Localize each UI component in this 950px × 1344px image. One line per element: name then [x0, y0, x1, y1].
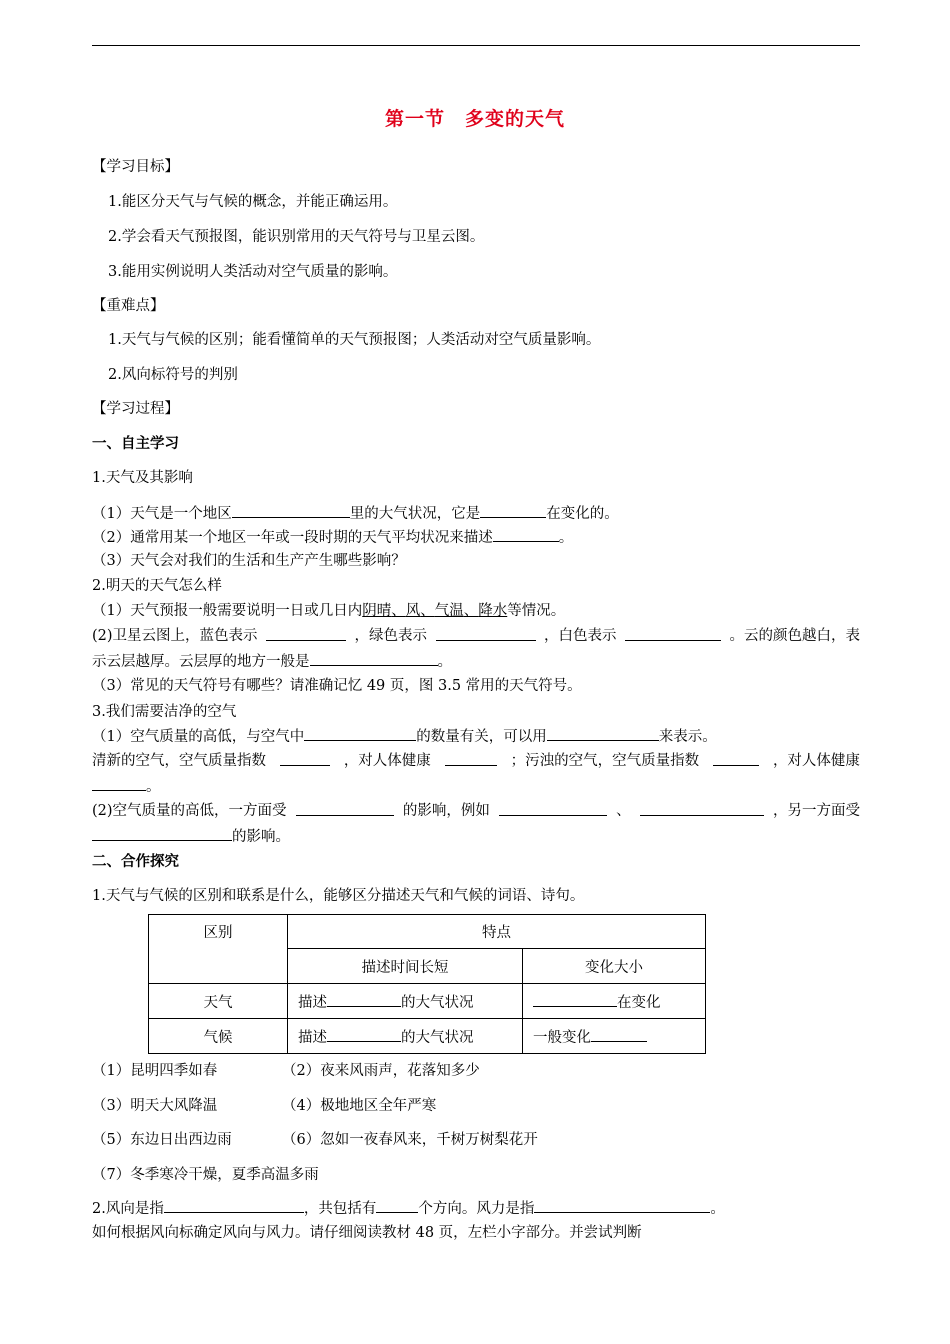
- blank[interactable]: [376, 1198, 418, 1213]
- objective-1: 1.能区分天气与气候的概念，并能正确运用。: [108, 194, 398, 210]
- blank[interactable]: [280, 751, 330, 766]
- blank[interactable]: [533, 992, 617, 1007]
- table-cell: 一般变化: [523, 1019, 706, 1054]
- blank[interactable]: [493, 527, 559, 542]
- blank[interactable]: [713, 751, 759, 766]
- blank[interactable]: [164, 1198, 304, 1213]
- blank[interactable]: [310, 651, 438, 666]
- blank[interactable]: [327, 1027, 401, 1042]
- table-header-change: 变化大小: [523, 949, 706, 984]
- blank[interactable]: [499, 801, 607, 816]
- s2-q2-b: 如何根据风向标确定风向与风力。请仔细阅读教材 48 页，左栏小字部分。并尝试判断: [92, 1225, 642, 1241]
- section1-heading: 一、自主学习: [92, 436, 179, 452]
- s1-q3-b: 清新的空气，空气质量指数 ，对人体健康 ；污浊的空气，空气质量指数 ，对人体健康: [92, 753, 860, 769]
- s1-q3-b-cont: 。: [92, 776, 161, 797]
- option-7: （7）冬季寒冷干燥，夏季高温多雨: [92, 1167, 319, 1183]
- s1-q3-a: （1）空气质量的高低，与空气中 的数量有关，可以用 来表示。: [92, 726, 717, 747]
- s1-q3-c-cont: 的影响。: [92, 826, 290, 847]
- blank[interactable]: [640, 801, 764, 816]
- table-row-weather-label: 天气: [149, 984, 288, 1019]
- s1-q1-b: （2）通常用某一个地区一年或一段时期的天气平均状况来描述 。: [92, 527, 573, 548]
- s1-q2-b: (2)卫星云图上，蓝色表示 ，绿色表示 ，白色表示 。云的颜色越白，表: [92, 628, 860, 644]
- s1-q1-title: 1.天气及其影响: [92, 470, 193, 486]
- option-1: （1）昆明四季如春: [92, 1063, 218, 1079]
- blank[interactable]: [304, 726, 416, 741]
- s1-q2-a: （1）天气预报一般需要说明一日或几日内阴晴、风、气温、降水等情况。: [92, 603, 566, 619]
- s1-q2-title: 2.明天的天气怎么样: [92, 578, 222, 594]
- blank[interactable]: [436, 626, 536, 641]
- comparison-table: [148, 914, 706, 1054]
- table-header-distinction: 区别: [149, 915, 288, 984]
- keypoints-heading: 【重难点】: [92, 298, 165, 314]
- option-2: （2）夜来风雨声，花落知多少: [282, 1063, 480, 1079]
- s1-q3-title: 3.我们需要洁净的空气: [92, 704, 237, 720]
- blank[interactable]: [591, 1027, 647, 1042]
- keypoint-2: 2.风向标符号的判别: [108, 367, 238, 383]
- blank[interactable]: [92, 826, 232, 841]
- blank[interactable]: [534, 1198, 710, 1213]
- s2-q2: 2.风向是指 ，共包括有 个方向。风力是指 。: [92, 1198, 725, 1219]
- objective-3: 3.能用实例说明人类活动对空气质量的影响。: [108, 264, 398, 280]
- blank[interactable]: [232, 503, 350, 518]
- table-header-duration: 描述时间长短: [288, 949, 523, 984]
- blank[interactable]: [480, 503, 546, 518]
- option-5: （5）东边日出西边雨: [92, 1132, 232, 1148]
- keypoint-1: 1.天气与气候的区别；能看懂简单的天气预报图；人类活动对空气质量影响。: [108, 332, 601, 348]
- table-cell: 描述 的大气状况: [288, 984, 523, 1019]
- header-rule: [92, 45, 860, 46]
- s1-q2-b-cont: 示云层越厚。云层厚的地方一般是 。: [92, 651, 452, 672]
- blank[interactable]: [445, 751, 497, 766]
- process-heading: 【学习过程】: [92, 401, 179, 417]
- table-header-features: 特点: [288, 915, 706, 949]
- option-3: （3）明天大风降温: [92, 1098, 218, 1114]
- blank[interactable]: [92, 776, 146, 791]
- table-cell: 描述 的大气状况: [288, 1019, 523, 1054]
- blank[interactable]: [625, 626, 721, 641]
- option-4: （4）极地地区全年严寒: [282, 1098, 437, 1114]
- s1-q1-c: （3）天气会对我们的生活和生产产生哪些影响？: [92, 553, 406, 569]
- page-title: 第一节 多变的天气: [384, 108, 565, 130]
- table-row-climate-label: 气候: [149, 1019, 288, 1054]
- objectives-heading: 【学习目标】: [92, 159, 179, 175]
- table-cell: 在变化: [523, 984, 706, 1019]
- objective-2: 2.学会看天气预报图，能识别常用的天气符号与卫星云图。: [108, 229, 485, 245]
- option-6: （6）忽如一夜春风来，千树万树梨花开: [282, 1132, 538, 1148]
- blank[interactable]: [266, 626, 346, 641]
- s1-q1-a: （1）天气是一个地区 里的大气状况，它是 在变化的。: [92, 503, 619, 524]
- blank[interactable]: [547, 726, 659, 741]
- section2-heading: 二、合作探究: [92, 854, 179, 870]
- s1-q3-c: (2)空气质量的高低，一方面受 的影响，例如 、 ，另一方面受: [92, 803, 860, 819]
- blank[interactable]: [327, 992, 401, 1007]
- blank[interactable]: [296, 801, 394, 816]
- s1-q2-c: （3）常见的天气符号有哪些？请准确记忆 49 页，图 3.5 常用的天气符号。: [92, 678, 582, 694]
- s2-q1: 1.天气与气候的区别和联系是什么，能够区分描述天气和气候的词语、诗句。: [92, 888, 585, 904]
